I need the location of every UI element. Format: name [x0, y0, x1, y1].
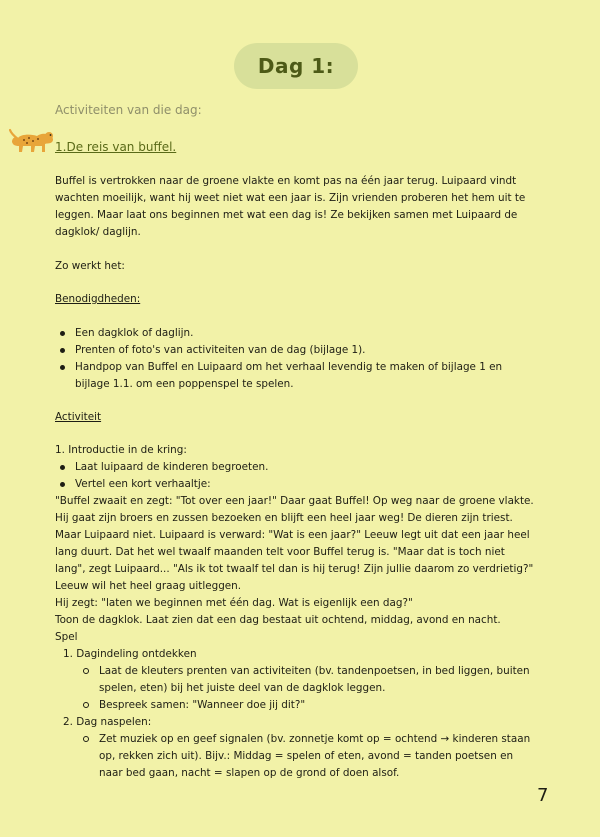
activities-label: Activiteiten van die dag: — [55, 103, 202, 117]
cheetah-icon — [9, 124, 55, 158]
story-line: Hij zegt: "laten we beginnen met één dag. Wat is eigenlijk een dag?" — [55, 597, 413, 609]
title-badge — [234, 43, 358, 89]
activity-body — [55, 442, 537, 782]
materials-list — [55, 325, 537, 393]
step-intro: 1. Introductie in de kring: — [55, 444, 187, 456]
story-title: 1.De reis van buffel. — [55, 140, 177, 154]
step-intro-list — [55, 459, 537, 493]
game-1-list — [63, 663, 537, 714]
list-item: Zet muziek op en geef signalen (bv. zonnetje komt op = ochtend → kinderen staan op, rekken zich uit). Bijv.: Middag = spelen of eten, avond = tanden poetsen en naar bed gaan, nacht = slapen op de grond of doen alsof. — [79, 731, 537, 782]
activity-heading: Activiteit — [55, 411, 102, 423]
intro-paragraph: Buffel is vertrokken naar de groene vlakte en komt pas na één jaar terug. Luipaard vindt wachten moeilijk, want hij weet niet wat een jaar is. Zijn vrienden proberen het hem uit te leggen. Maar laat ons beginnen met wat een dag is! Ze bekijken samen met Luipaard de dagklok/ daglijn. — [55, 175, 526, 238]
game-title: 1. Dagindeling ontdekken — [63, 648, 197, 660]
page-number: 7 — [537, 785, 549, 806]
materials-heading: Benodigdheden: — [55, 293, 141, 305]
game-title: 2. Dag naspelen: — [63, 716, 152, 728]
list-item: Laat de kleuters prenten van activiteiten (bv. tandenpoetsen, in bed liggen, buiten spelen, eten) bij het juiste deel van de dagklok leggen. — [79, 663, 537, 697]
game-1 — [55, 646, 537, 714]
list-item: Vertel een kort verhaaltje: — [55, 476, 537, 493]
list-item: Laat luipaard de kinderen begroeten. — [55, 459, 537, 476]
list-item: Bespreek samen: "Wanneer doe jij dit?" — [79, 697, 537, 714]
list-item: Prenten of foto's van activiteiten van de dag (bijlage 1). — [55, 342, 537, 359]
how-it-works: Zo werkt het: — [55, 260, 125, 272]
game-2-list — [63, 731, 537, 782]
game-label: Spel — [55, 631, 78, 643]
list-item: Handpop van Buffel en Luipaard om het verhaal levendig te maken of bijlage 1 en bijlage 1.1. om een poppenspel te spelen. — [55, 359, 537, 393]
story-paragraph: "Buffel zwaait en zegt: "Tot over een jaar!" Daar gaat Buffel! Op weg naar de groene vlakte. Hij gaat zijn broers en zussen bezoeken en blijft een heel jaar weg! De dieren zijn triest. Maar Luipaard niet. Luipaard is verward: "Wat is een jaar?" Leeuw legt uit dat een jaar heel lang duurt. Dat het wel twaalf maanden telt voor Buffel terug is. "Maar dat is toch niet lang", zegt Luipaard... "Als ik tot twaalf tel dan is hij terug! Zijn jullie daarom zo verdrietig?" — [55, 495, 534, 575]
game-2 — [55, 714, 537, 782]
story-line: Leeuw wil het heel graag uitleggen. — [55, 580, 242, 592]
page-title: Dag 1: — [257, 54, 335, 78]
list-item: Een dagklok of daglijn. — [55, 325, 537, 342]
story-line: Toon de dagklok. Laat zien dat een dag bestaat uit ochtend, middag, avond en nacht. — [55, 614, 501, 626]
